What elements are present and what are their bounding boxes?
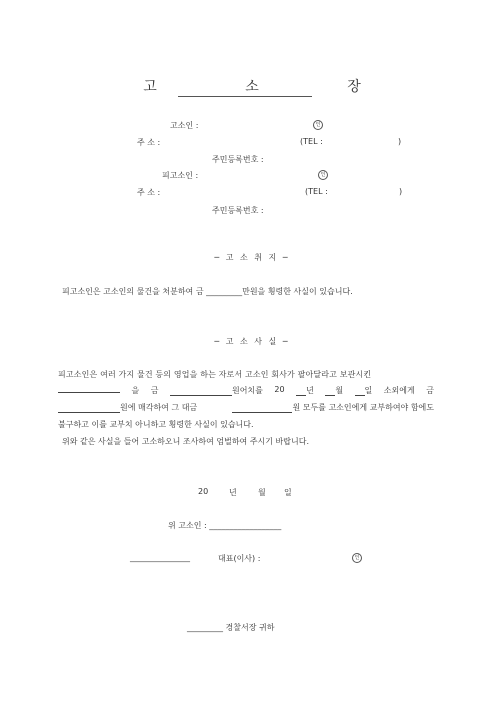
facts-text: 원 모두를 고소인에게 교부하여야 함에도 — [292, 403, 434, 412]
facts-word: 원어치를 — [231, 386, 263, 395]
facts-line-1 — [58, 369, 434, 380]
addressee-blank: _________ — [187, 623, 223, 632]
date-month-unit: 월 — [258, 488, 266, 497]
purpose-text-after: 만원을 횡령한 사실이 있습니다. — [242, 287, 353, 296]
complainant-id-label: 주민등록번호 : — [212, 155, 264, 164]
amount-blank — [58, 405, 120, 413]
representative-blank: _______________ — [130, 553, 190, 562]
facts-word: 소외에게 — [383, 386, 415, 395]
facts-text: 원에 매각하여 그 대금 — [120, 403, 198, 412]
facts-heading: ─ 고 소 사 실 ─ — [214, 337, 290, 346]
accused-label: 피고소인 : — [162, 171, 199, 180]
addressee-line — [187, 622, 274, 633]
signature-line — [168, 520, 281, 531]
amount-blank — [170, 388, 232, 396]
facts-word: 일 — [364, 386, 373, 395]
complainant-tel-close: ) — [398, 137, 402, 146]
accused-id-label: 주민등록번호 : — [212, 206, 264, 215]
facts-word: 을 — [131, 386, 140, 395]
facts-line-2 — [58, 385, 434, 396]
accused-address-label: 주 소 : — [137, 188, 161, 197]
purpose-text-before: 피고소인은 고소인의 물건을 처분하여 금 — [62, 287, 204, 296]
accused-tel-label: (TEL : — [305, 187, 328, 196]
date-year-unit: 년 — [229, 488, 237, 497]
complainant-label: 고소인 : — [170, 121, 199, 130]
purpose-heading: ─ 고 소 취 지 ─ — [214, 253, 290, 262]
representative-label: 대표(이사) : — [218, 554, 261, 563]
facts-line-3 — [58, 402, 434, 413]
purpose-text — [62, 286, 353, 297]
facts-line-5: 위와 같은 사실을 들어 고소하오니 조사하여 엄벌하여 주시기 바랍니다. — [62, 437, 309, 446]
facts-word: 년 — [306, 386, 314, 395]
complainant-address-label: 주 소 : — [137, 138, 161, 147]
purpose-amount-blank: _________ — [206, 287, 243, 296]
signature-label: 위 고소인 : — [168, 521, 207, 530]
facts-year-prefix: 20 — [274, 385, 285, 394]
day-blank — [355, 388, 365, 396]
facts-word: 금 — [426, 386, 434, 395]
amount-blank — [232, 405, 292, 413]
seal-icon: 인 — [318, 170, 328, 180]
date-year-prefix: 20 — [198, 487, 209, 496]
item-blank — [58, 385, 120, 393]
facts-line-1-text: 피고소인은 여러 가지 물건 등의 영업을 하는 자로서 고소인 회사가 팔아달라고 보관시킨 — [58, 370, 372, 379]
page-title: 고 소 장 — [143, 79, 403, 95]
facts-word: 금 — [150, 386, 159, 395]
title-underline — [178, 96, 312, 97]
seal-icon: 인 — [352, 553, 362, 563]
addressee-text: 경찰서장 귀하 — [225, 623, 275, 632]
year-blank — [296, 388, 306, 396]
date-day-unit: 일 — [284, 488, 292, 497]
complainant-tel-label: (TEL : — [300, 137, 323, 146]
accused-tel-close: ) — [399, 187, 403, 196]
seal-icon: 인 — [313, 120, 323, 130]
signature-blank: __________________ — [209, 521, 282, 530]
facts-line-4: 불구하고 이를 교부치 아니하고 횡령한 사실이 있습니다. — [58, 420, 254, 429]
facts-word: 월 — [335, 386, 344, 395]
month-blank — [325, 388, 335, 396]
